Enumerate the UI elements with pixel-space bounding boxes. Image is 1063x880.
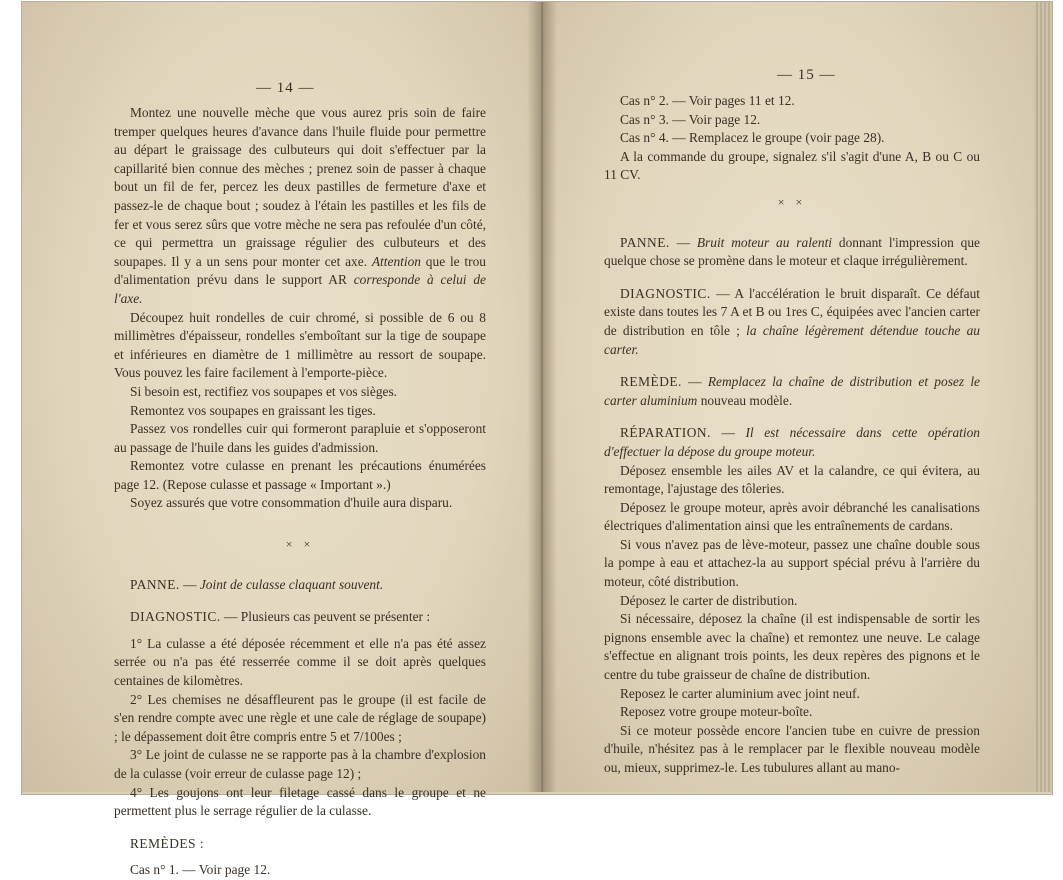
repair-step: Déposez ensemble les ailes AV et la calandre, ce qui évitera, au remontage, l'ajustage des tôleries. xyxy=(604,462,980,497)
case-item: 3° Le joint de culasse ne se rapporte pas à la chambre d'explosion de la culasse (voir erreur de culasse page 12) ; xyxy=(114,747,486,781)
diagnostic-label: DIAGNOSTIC. xyxy=(130,609,221,625)
repair-step: Si ce moteur possède encore l'ancien tube en cuivre de pression d'huile, n'hésitez pas à le remplacer par le flexible nouveau modèle ou, mieux, supprimez-le. Les tubulures allant au mano- xyxy=(604,722,980,775)
remedy-case: Cas n° 2. — Voir pages 11 et 12. xyxy=(620,93,795,108)
remedy-case: Cas n° 1. — Voir page 12. xyxy=(130,862,271,878)
open-book xyxy=(22,2,1052,878)
panne-text: Joint de culasse claquant souvent. xyxy=(199,576,384,592)
remede-label: REMÈDE. xyxy=(620,374,682,390)
paragraph: Remontez vos soupapes en graissant les tiges. xyxy=(130,402,376,418)
remedy-case: Cas n° 4. — Remplacez le groupe (voir page 28). xyxy=(620,130,885,146)
reparation-label: RÉPARATION. xyxy=(620,425,711,441)
page-number: — 14 — xyxy=(256,80,315,96)
remedes-label: REMÈDES : xyxy=(130,835,205,851)
section-separator: × × xyxy=(777,194,807,209)
repair-step: Si vous n'avez pas de lève-moteur, passez une chaîne double sous la pompe à eau et attachez-la au support spécial prévu à l'arrière du moteur, côté distribution. xyxy=(604,536,980,590)
panne-line: PANNE. — Joint de culasse claquant souvent. xyxy=(130,576,384,592)
panne-italic: Bruit moteur au ralenti xyxy=(696,234,833,250)
diagnostic-line: DIAGNOSTIC. — A l'accélération le bruit disparaît. Ce défaut existe dans toutes les 7 A et B ou 1res C, équipées avec l'ancien carter de distribution en tôle ; la chaîne légèrement détendue touche au carter. xyxy=(604,285,980,357)
case-item: 4° Les goujons ont leur filetage cassé dans le groupe et ne permettent plus le serrage régulier de la culasse. xyxy=(114,784,486,819)
paragraph: Découpez huit rondelles de cuir chromé, si possible de 6 ou 8 millimètres d'épaisseur, rondelles s'emboîtant sur la tige de soupape et inférieures en diamètre de 1 millimètre au ressort de soupape. Vous pouvez les faire facilement à l'emporte-pièce. xyxy=(114,309,486,381)
repair-step: Reposez le carter aluminium avec joint neuf. xyxy=(620,685,860,701)
section-separator: × × xyxy=(285,537,315,552)
remede-italic: Remplacez la chaîne de distribution et posez le carter aluminium xyxy=(604,374,980,408)
panne-line: PANNE. — Bruit moteur au ralenti donnant l'impression que quelque chose se promène dans le moteur et claque irrégulièrement. xyxy=(604,234,980,269)
right-page xyxy=(542,2,1037,792)
reparation-line: RÉPARATION. — Il est nécessaire dans cette opération d'effectuer la dépose du groupe moteur. xyxy=(604,425,980,459)
attention-text: que le trou d'alimentation prévu dans le support AR xyxy=(114,253,486,288)
panne-label: PANNE. xyxy=(130,576,180,592)
case-item: 1° La culasse a été déposée récemment et elle n'a pas été assez serrée ou n'a pas été resserrée comme il se doit après quelques centaines de kilomètres. xyxy=(114,635,486,689)
attention-label: Attention xyxy=(371,253,421,269)
panne-label: PANNE. xyxy=(620,234,670,250)
reparation-italic: Il est nécessaire dans cette opération d'effectuer la dépose du groupe moteur. xyxy=(604,425,980,459)
paragraph: Soyez assurés que votre consommation d'huile aura disparu. xyxy=(130,495,453,511)
left-page xyxy=(22,2,540,878)
repair-step: Reposez votre groupe moteur-boîte. xyxy=(620,704,813,720)
left-page-body xyxy=(114,104,486,880)
paragraph: A la commande du groupe, signalez s'il s'agit d'une A, B ou C ou 11 CV. xyxy=(604,148,980,183)
paragraph: Si besoin est, rectifiez vos soupapes et vos sièges. xyxy=(130,383,398,399)
paragraph xyxy=(114,104,486,309)
panne-text: donnant l'impression que quelque chose se promène dans le moteur et claque irrégulièrement. xyxy=(604,234,980,269)
paragraph: Passez vos rondelles cuir qui formeront parapluie et s'opposeront au passage de l'huile dans les guides d'admission. xyxy=(114,421,486,455)
paragraph: Remontez votre culasse en prenant les précautions énumérées page 12. (Repose culasse et passage « Important ».) xyxy=(114,458,486,492)
diagnostic-text: Plusieurs cas peuvent se présenter : xyxy=(240,609,431,625)
diagnostic-line: DIAGNOSTIC. — Plusieurs cas peuvent se présenter : xyxy=(130,609,431,625)
diagnostic-italic: la chaîne légèrement détendue touche au carter. xyxy=(604,322,980,357)
diagnostic-label: DIAGNOSTIC. xyxy=(620,285,711,301)
remede-line: REMÈDE. — Remplacez la chaîne de distribution et posez le carter aluminium nouveau modèle. xyxy=(604,374,980,408)
paragraph-text: Montez une nouvelle mèche que vous aurez pris soin de faire tremper quelques heures d'avance dans l'huile fluide pour permettre au départ le graissage des culbuteurs qui doit s'effectuer par la capillarité bien connue des mèches ; prenez soin de passer à chaque bout un fil de fer, percez les deux pastilles de fermeture d'axe et passez-le de chaque bout ; soudez à l'étain les pastilles et les fils de fer et vous serez sûrs que votre mèche ne sera pas refoulée d'un côté, ce qui permettra un graissage régulier des culbuteurs et des soupapes. Il y a un sens pour monter cet axe. xyxy=(114,105,486,269)
book-gutter xyxy=(527,2,557,792)
page-edges xyxy=(1034,2,1052,792)
right-page-body xyxy=(604,92,980,778)
repair-step: Déposez le carter de distribution. xyxy=(620,592,798,608)
repair-step: Déposez le groupe moteur, après avoir débranché les canalisations électriques d'alimentation ainsi que les entraînements de cardans. xyxy=(604,499,980,534)
repair-step: Si nécessaire, déposez la chaîne (il est indispensable de sortir les pignons ensemble avec la chaîne) et remontez une neuve. Le calage s'effectue en alignant trois points, les deux repères des pignons et le centre du tube graisseur de chaîne de distribution. xyxy=(604,611,980,683)
remedy-case: Cas n° 3. — Voir page 12. xyxy=(620,111,761,127)
diagnostic-text: A l'accélération le bruit disparaît. Ce défaut existe dans toutes les 7 A et B ou 1res C, équipées avec l'ancien carter de distribution en tôle ; xyxy=(604,285,980,338)
attention-italic: corresponde à celui de l'axe. xyxy=(114,272,486,306)
page-number: — 15 — xyxy=(777,67,836,83)
remede-text: nouveau modèle. xyxy=(700,392,793,408)
case-item: 2° Les chemises ne désaffleurent pas le groupe (il est facile de s'en rendre compte avec une règle et une cale de réglage de soupape) ; le dépassement doit être compris entre 5 et 7/100es ; xyxy=(114,691,486,744)
